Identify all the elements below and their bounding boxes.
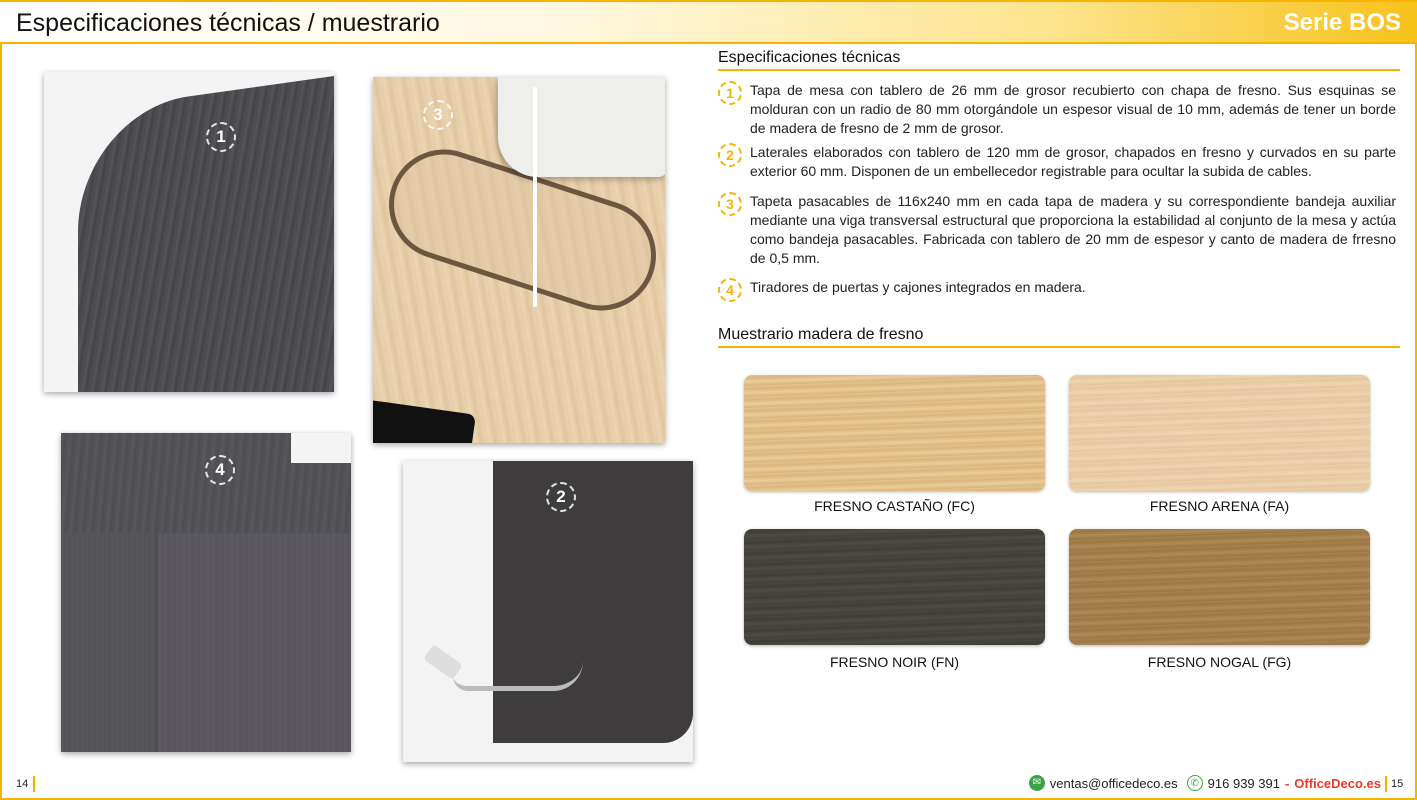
swatch-fresno-noir [744,529,1045,645]
photo-side-panel [403,461,693,762]
cable [533,87,537,307]
photo-tabletop-corner [44,72,334,392]
photo-badge: 3 [423,100,453,130]
cabinet-door-right [158,533,351,752]
page-divider-right [1385,776,1387,792]
swatch-label: FRESNO ARENA (FA) [1149,498,1290,514]
spec-item [718,81,1396,138]
samples-title: Muestrario madera de fresno [718,326,1400,348]
spec-text: Tiradores de puertas y cajones integrados en madera. [750,279,1086,295]
tabletop-surface [78,72,334,392]
spec-number: 1 [718,81,742,105]
photo-badge: 1 [206,122,236,152]
contact-footer [1029,775,1381,791]
swatch-fresno-castano [744,375,1045,491]
spec-text: Tapa de mesa con tablero de 26 mm de grosor recubierto con chapa de fresno. Sus esquinas se molduran con un radio de 80 mm otorgándole un espesor visual de 10 mm, además de tener un borde de madera de fresno de 2 mm de grosor. [750,82,1396,136]
swatch-fresno-nogal [1069,529,1370,645]
page-number-right: 15 [1391,778,1404,790]
spec-item [718,278,1396,302]
contact-phone[interactable]: 916 939 391 [1207,775,1280,791]
phone-icon: ✆ [1187,775,1203,791]
side-panel [493,461,693,743]
photo-badge: 4 [205,455,235,485]
spec-number: 2 [718,143,742,167]
photo-cabinet-handles [61,433,351,752]
monitor-stand [498,77,665,177]
footer-separator: - [1284,775,1290,791]
photo-cable-tray [373,77,665,443]
envelope-icon: ✉ [1029,775,1045,791]
spec-item [718,192,1396,268]
photo-badge: 2 [546,482,576,512]
series-title: Serie BOS [1283,9,1401,36]
swatch-label: FRESNO NOIR (FN) [829,654,960,670]
spec-text: Tapeta pasacables de 116x240 mm en cada tapa de madera y su correspondiente bandeja auxiliar mediante una viga transversal estructural que proporciona la estabilidad al conjunto de la mesa y actúa como bandeja pasacables. Fabricada con tablero de 20 mm de espesor y canto de madera de frresno de 0,5 mm. [750,193,1396,266]
background-wall [291,433,351,463]
swatch-label: FRESNO CASTAÑO (FC) [814,498,975,514]
page-header [0,0,1417,44]
power-cable [453,661,583,691]
spec-number: 4 [718,278,742,302]
specs-title: Especificaciones técnicas [718,49,1400,71]
phone [373,400,476,443]
swatch-label: FRESNO NOGAL (FG) [1147,654,1292,670]
page-divider-left [33,776,35,792]
contact-email[interactable]: ventas@officedeco.es [1049,775,1178,791]
spec-number: 3 [718,192,742,216]
page-title: Especificaciones técnicas / muestrario [16,9,440,37]
cabinet-door-left [61,533,156,752]
brand-name[interactable]: OfficeDeco.es [1294,775,1381,791]
swatch-fresno-arena [1069,375,1370,491]
spec-text: Laterales elaborados con tablero de 120 mm de grosor, chapados en fresno y curvados en su parte exterior 60 mm. Disponen de un embellecedor registrable para ocultar la subida de cables. [750,144,1396,179]
frame-left [0,44,2,800]
spec-item [718,143,1396,181]
page-number-left: 14 [16,778,29,790]
